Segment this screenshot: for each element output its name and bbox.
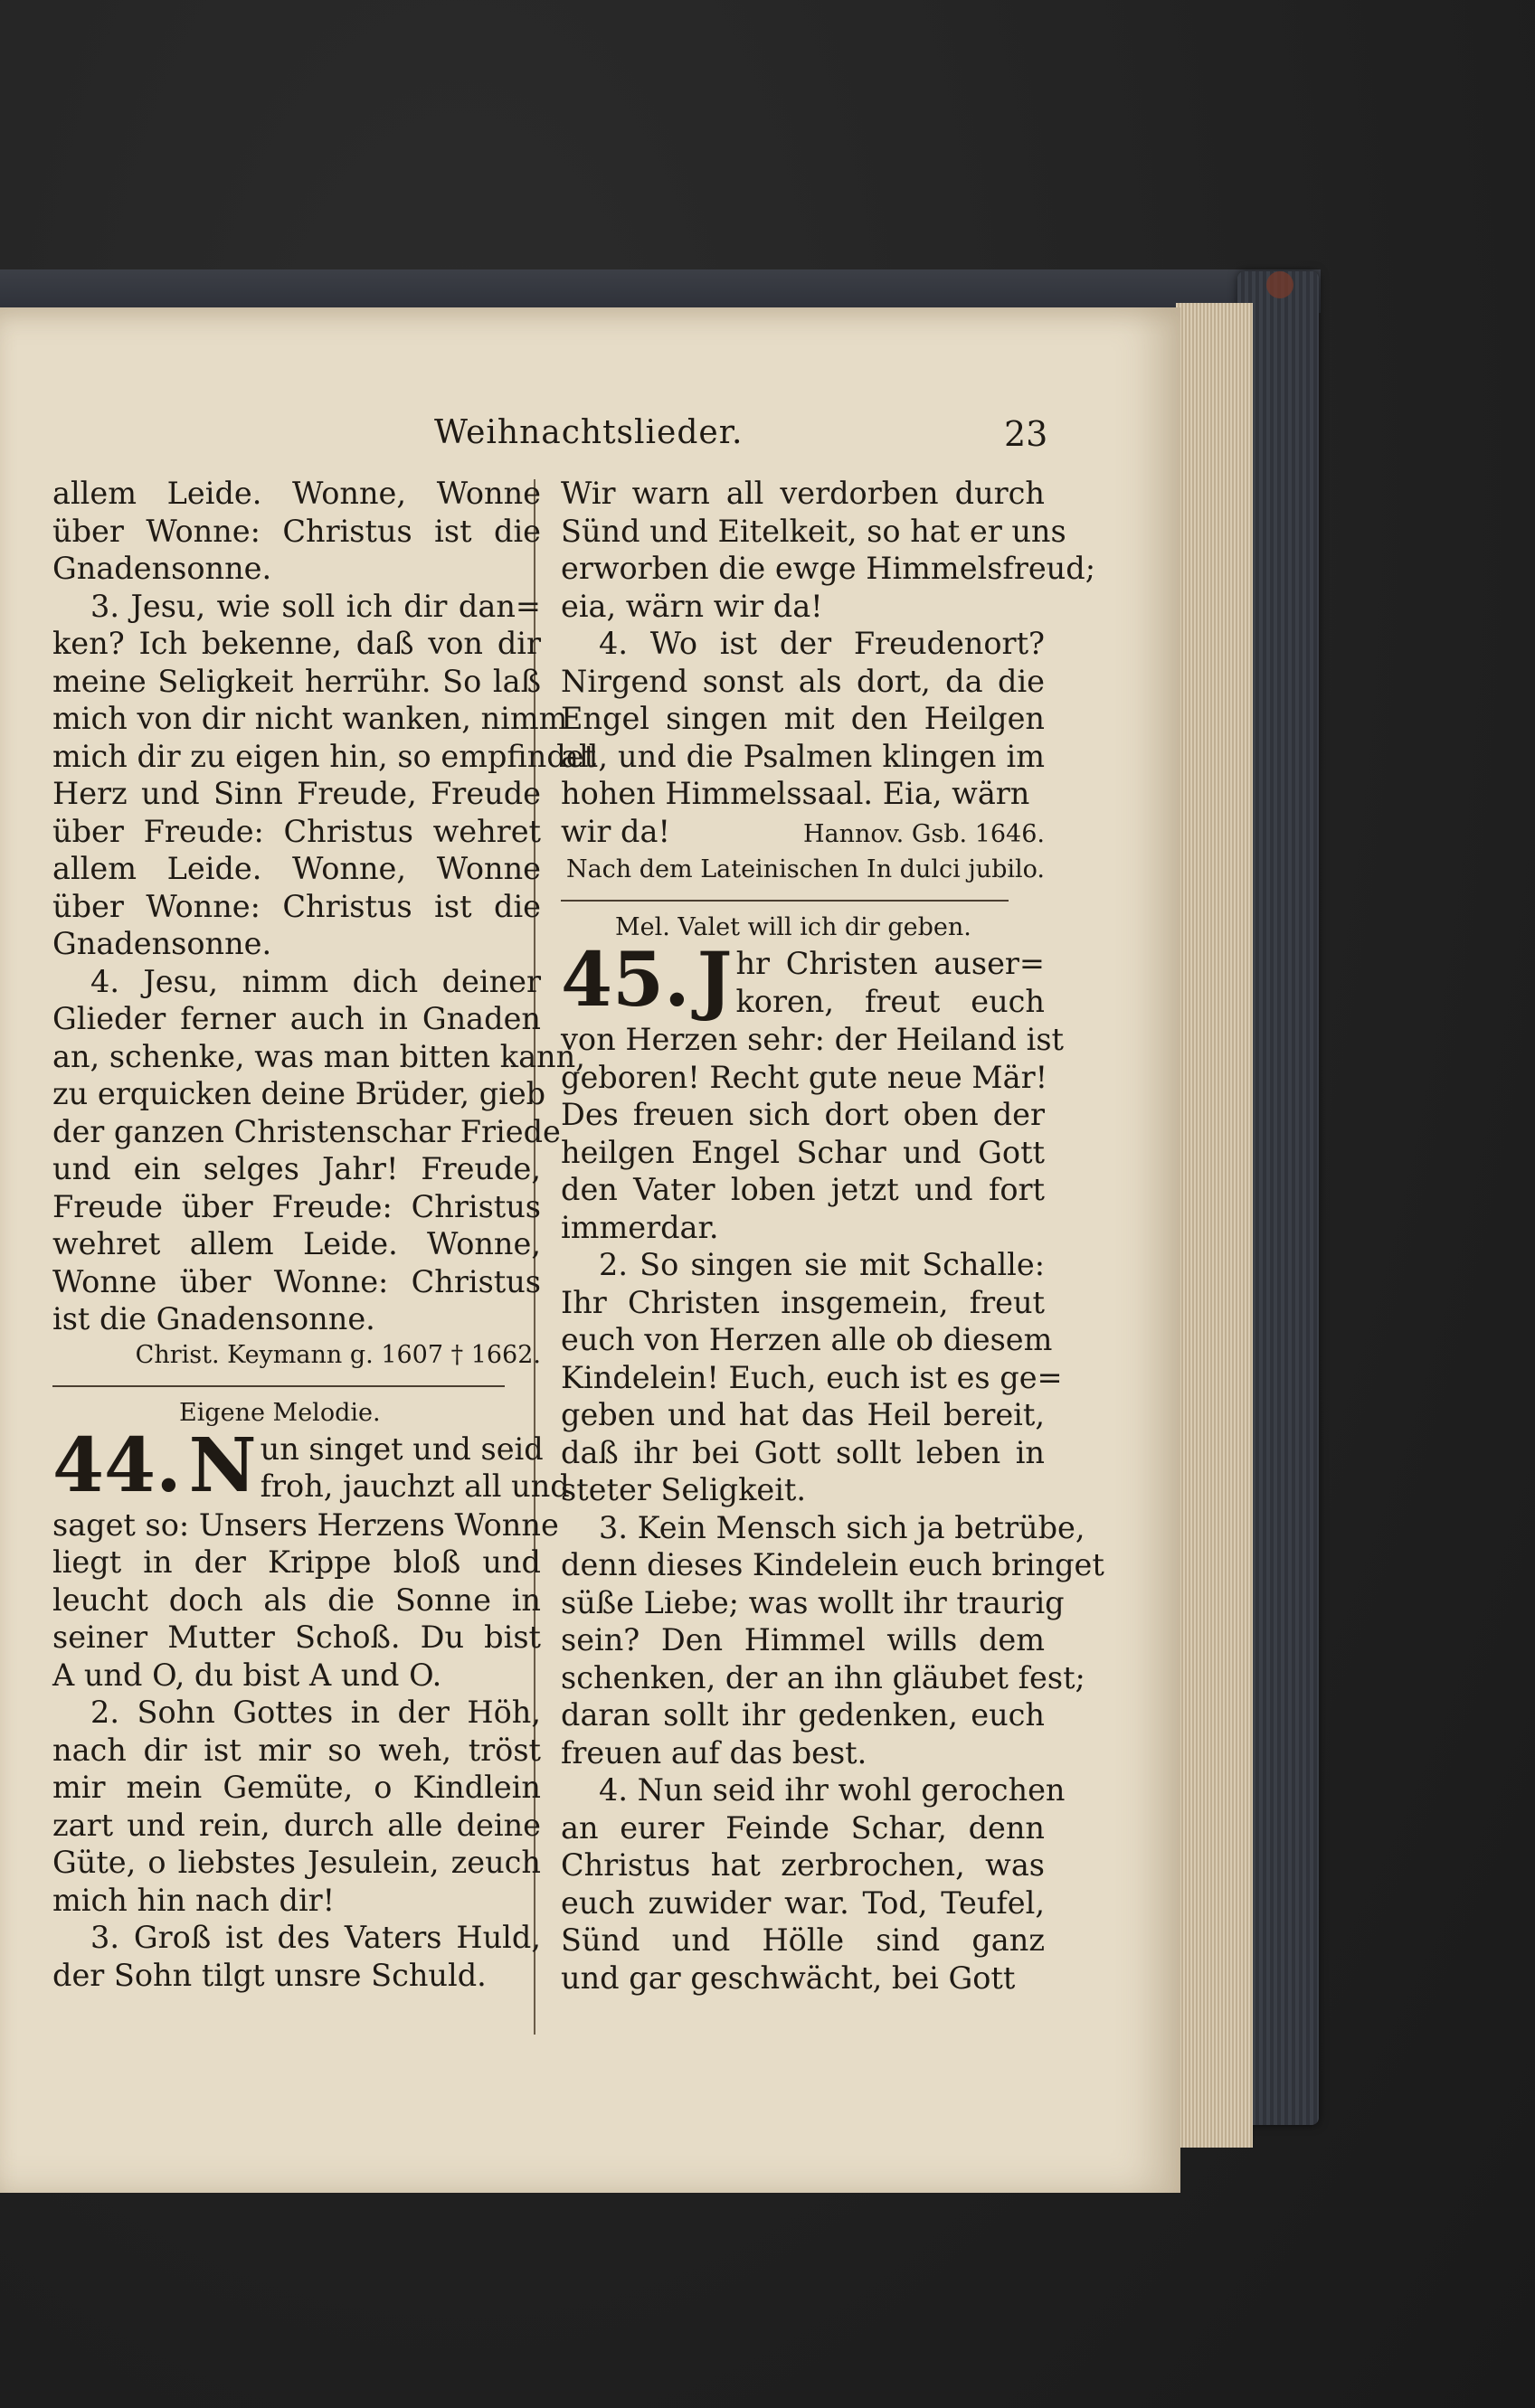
text-line: daß ihr bei Gott sollt leben in [561,1434,1045,1470]
text-line: zu erquicken deine Brüder, gieb [52,1076,546,1111]
cover-corner-wear [1266,271,1293,298]
text-line: der Sohn tilgt unsre Schuld. [52,1957,487,1993]
text-line: über Wonne: Christus ist die [52,513,541,549]
text-line: allem Leide. Wonne, Wonne [52,476,541,511]
text-line: Nirgend sonst als dort, da die [561,663,1045,699]
text-line: 4. Nun seid ihr wohl gerochen [599,1772,1066,1808]
text-line: süße Liebe; was wollt ihr traurig [561,1584,1065,1620]
text-line: euch zuwider war. Tod, Teufel, [561,1884,1045,1921]
text-line: Wir warn all verdorben durch [561,476,1045,511]
hymnal-attribution: Hannov. Gsb. 1646. [802,819,1045,848]
hymn-first-line: hr Christen auser= [735,946,1045,981]
text-line: 3. Kein Mensch sich ja betrübe, [599,1509,1085,1545]
hymn-second-line: koren, freut euch [735,983,1045,1019]
text-line: geboren! Recht gute neue Mär! [561,1059,1048,1095]
text-line: leucht doch als die Sonne in [52,1582,541,1618]
text-line: zart und rein, durch alle deine [52,1807,541,1843]
hymn-44-opening [52,1421,570,1509]
hymn-number: 44. [52,1421,182,1509]
text-line: 3. Groß ist des Vaters Huld, [90,1920,541,1955]
running-title: Weihnachtslieder. [434,414,744,451]
text-line: Sünd und Hölle sind ganz [561,1922,1045,1958]
text-line: Ihr Christen insgemein, freut [561,1284,1045,1320]
text-line: sein? Den Himmel wills dem [561,1622,1045,1657]
hymn-first-line: un singet und seid [260,1431,544,1467]
text-line: 2. Sohn Gottes in der Höh, [90,1695,541,1730]
hymn-second-line: froh, jauchzt all und [260,1468,570,1504]
running-header [0,407,1180,461]
text-line: mich dir zu eigen hin, so empfindet [52,738,597,774]
section-rule [561,900,1009,902]
text-line: 2. So singen sie mit Schalle: [599,1247,1045,1282]
hymn-number: 45. [561,937,690,1024]
text-line: Gnadensonne. [52,551,272,586]
text-line: Herz und Sinn Freude, Freude [52,776,541,811]
text-line: Kindelein! Euch, euch ist es ge= [561,1359,1063,1395]
right-text-block-1 [561,475,1095,813]
text-line: Glieder ferner auch in Gnaden [52,1001,541,1036]
text-line: der ganzen Christenschar Friede [52,1113,561,1149]
stanza-end-line [561,813,1045,854]
text-line: all, und die Psalmen klingen im [561,738,1045,774]
text-line: allem Leide. Wonne, Wonne [52,851,541,886]
right-text-block-2 [561,1021,1104,1997]
text-line: wehret allem Leide. Wonne, [52,1226,541,1261]
section-rule [52,1385,505,1387]
drop-cap: N [188,1421,257,1509]
text-line: geben und hat das Heil bereit, [561,1397,1045,1432]
text-line: daran sollt ihr gedenken, euch [561,1697,1045,1733]
text-line: 4. Wo ist der Freudenort? [599,626,1045,661]
text-line: eia, wärn wir da! [561,588,823,624]
text-line: an, schenke, was man bitten kann, [52,1038,585,1074]
text-line: heilgen Engel Schar und Gott [561,1134,1045,1170]
text-line: meine Seligkeit herrühr. So laß [52,663,541,699]
text-line: 4. Jesu, nimm dich deiner [90,963,541,999]
text-line: A und O, du bist A und O. [52,1657,442,1693]
stanza-end-text: wir da! [561,813,670,849]
page-edges [1176,303,1253,2148]
text-line: über Freude: Christus wehret [52,813,541,849]
text-line: den Vater loben jetzt und fort [561,1172,1045,1207]
text-line: Engel singen mit den Heilgen [561,701,1045,736]
right-column [561,475,1104,1997]
text-line: Sünd und Eitelkeit, so hat er uns [561,513,1066,549]
text-line: euch von Herzen alle ob diesem [561,1322,1053,1357]
text-line: freuen auf das best. [561,1734,867,1771]
page-number: 23 [1004,414,1048,454]
text-line: saget so: Unsers Herzens Wonne [52,1506,559,1543]
text-line: an eurer Feinde Schar, denn [561,1809,1045,1846]
text-line: von Herzen sehr: der Heiland ist [561,1022,1065,1057]
drop-cap: J [696,937,733,1024]
text-line: und ein selges Jahr! Freude, [52,1151,541,1186]
text-line: Freude über Freude: Christus [52,1188,541,1224]
text-line: mir mein Gemüte, o Kindlein [52,1770,541,1805]
left-text-block-1 [52,475,597,1338]
text-line: ken? Ich bekenne, daß von dir [52,626,541,661]
text-line: Güte, o liebstes Jesulein, zeuch [52,1845,541,1880]
author-attribution: Christ. Keymann g. 1607 † 1662. [135,1340,541,1369]
text-line: 3. Jesu, wie soll ich dir dan= [90,588,541,624]
text-line: über Wonne: Christus ist die [52,888,541,924]
text-line: steter Seligkeit. [561,1472,807,1507]
text-line: und gar geschwächt, bei Gott [561,1959,1016,1996]
text-line: liegt in der Krippe bloß und [52,1544,541,1580]
text-line: seiner Mutter Schoß. Du bist [52,1619,541,1655]
book-page [0,307,1180,2193]
text-line: mich hin nach dir! [52,1882,336,1918]
melody-note: Eigene Melodie. [179,1398,381,1427]
text-line: ist die Gnadensonne. [52,1301,375,1336]
book-cover-top-edge [0,269,1321,313]
text-line: hohen Himmelssaal. Eia, wärn [561,776,1030,811]
text-line: mich von dir nicht wanken, nimm [52,701,568,736]
text-line: erworben die ewge Himmelsfreud; [561,551,1095,586]
text-line: Wonne über Wonne: Christus [52,1263,541,1299]
text-line: immerdar. [561,1209,719,1245]
left-column [52,475,597,1994]
source-note: Nach dem Lateinischen In dulci jubilo. [565,855,1045,883]
text-line: schenken, der an ihn gläubet fest; [561,1659,1085,1695]
text-line: nach dir ist mir so weh, tröst [52,1732,541,1768]
text-line: Christus hat zerbrochen, was [561,1847,1045,1883]
text-line: denn dieses Kindelein euch bringet [561,1547,1104,1582]
hymn-45-opening [561,937,1045,1024]
melody-note: Mel. Valet will ich dir geben. [615,913,971,941]
text-line: Gnadensonne. [52,926,272,961]
text-line: Des freuen sich dort oben der [561,1097,1045,1132]
left-text-block-2 [52,1506,559,1995]
